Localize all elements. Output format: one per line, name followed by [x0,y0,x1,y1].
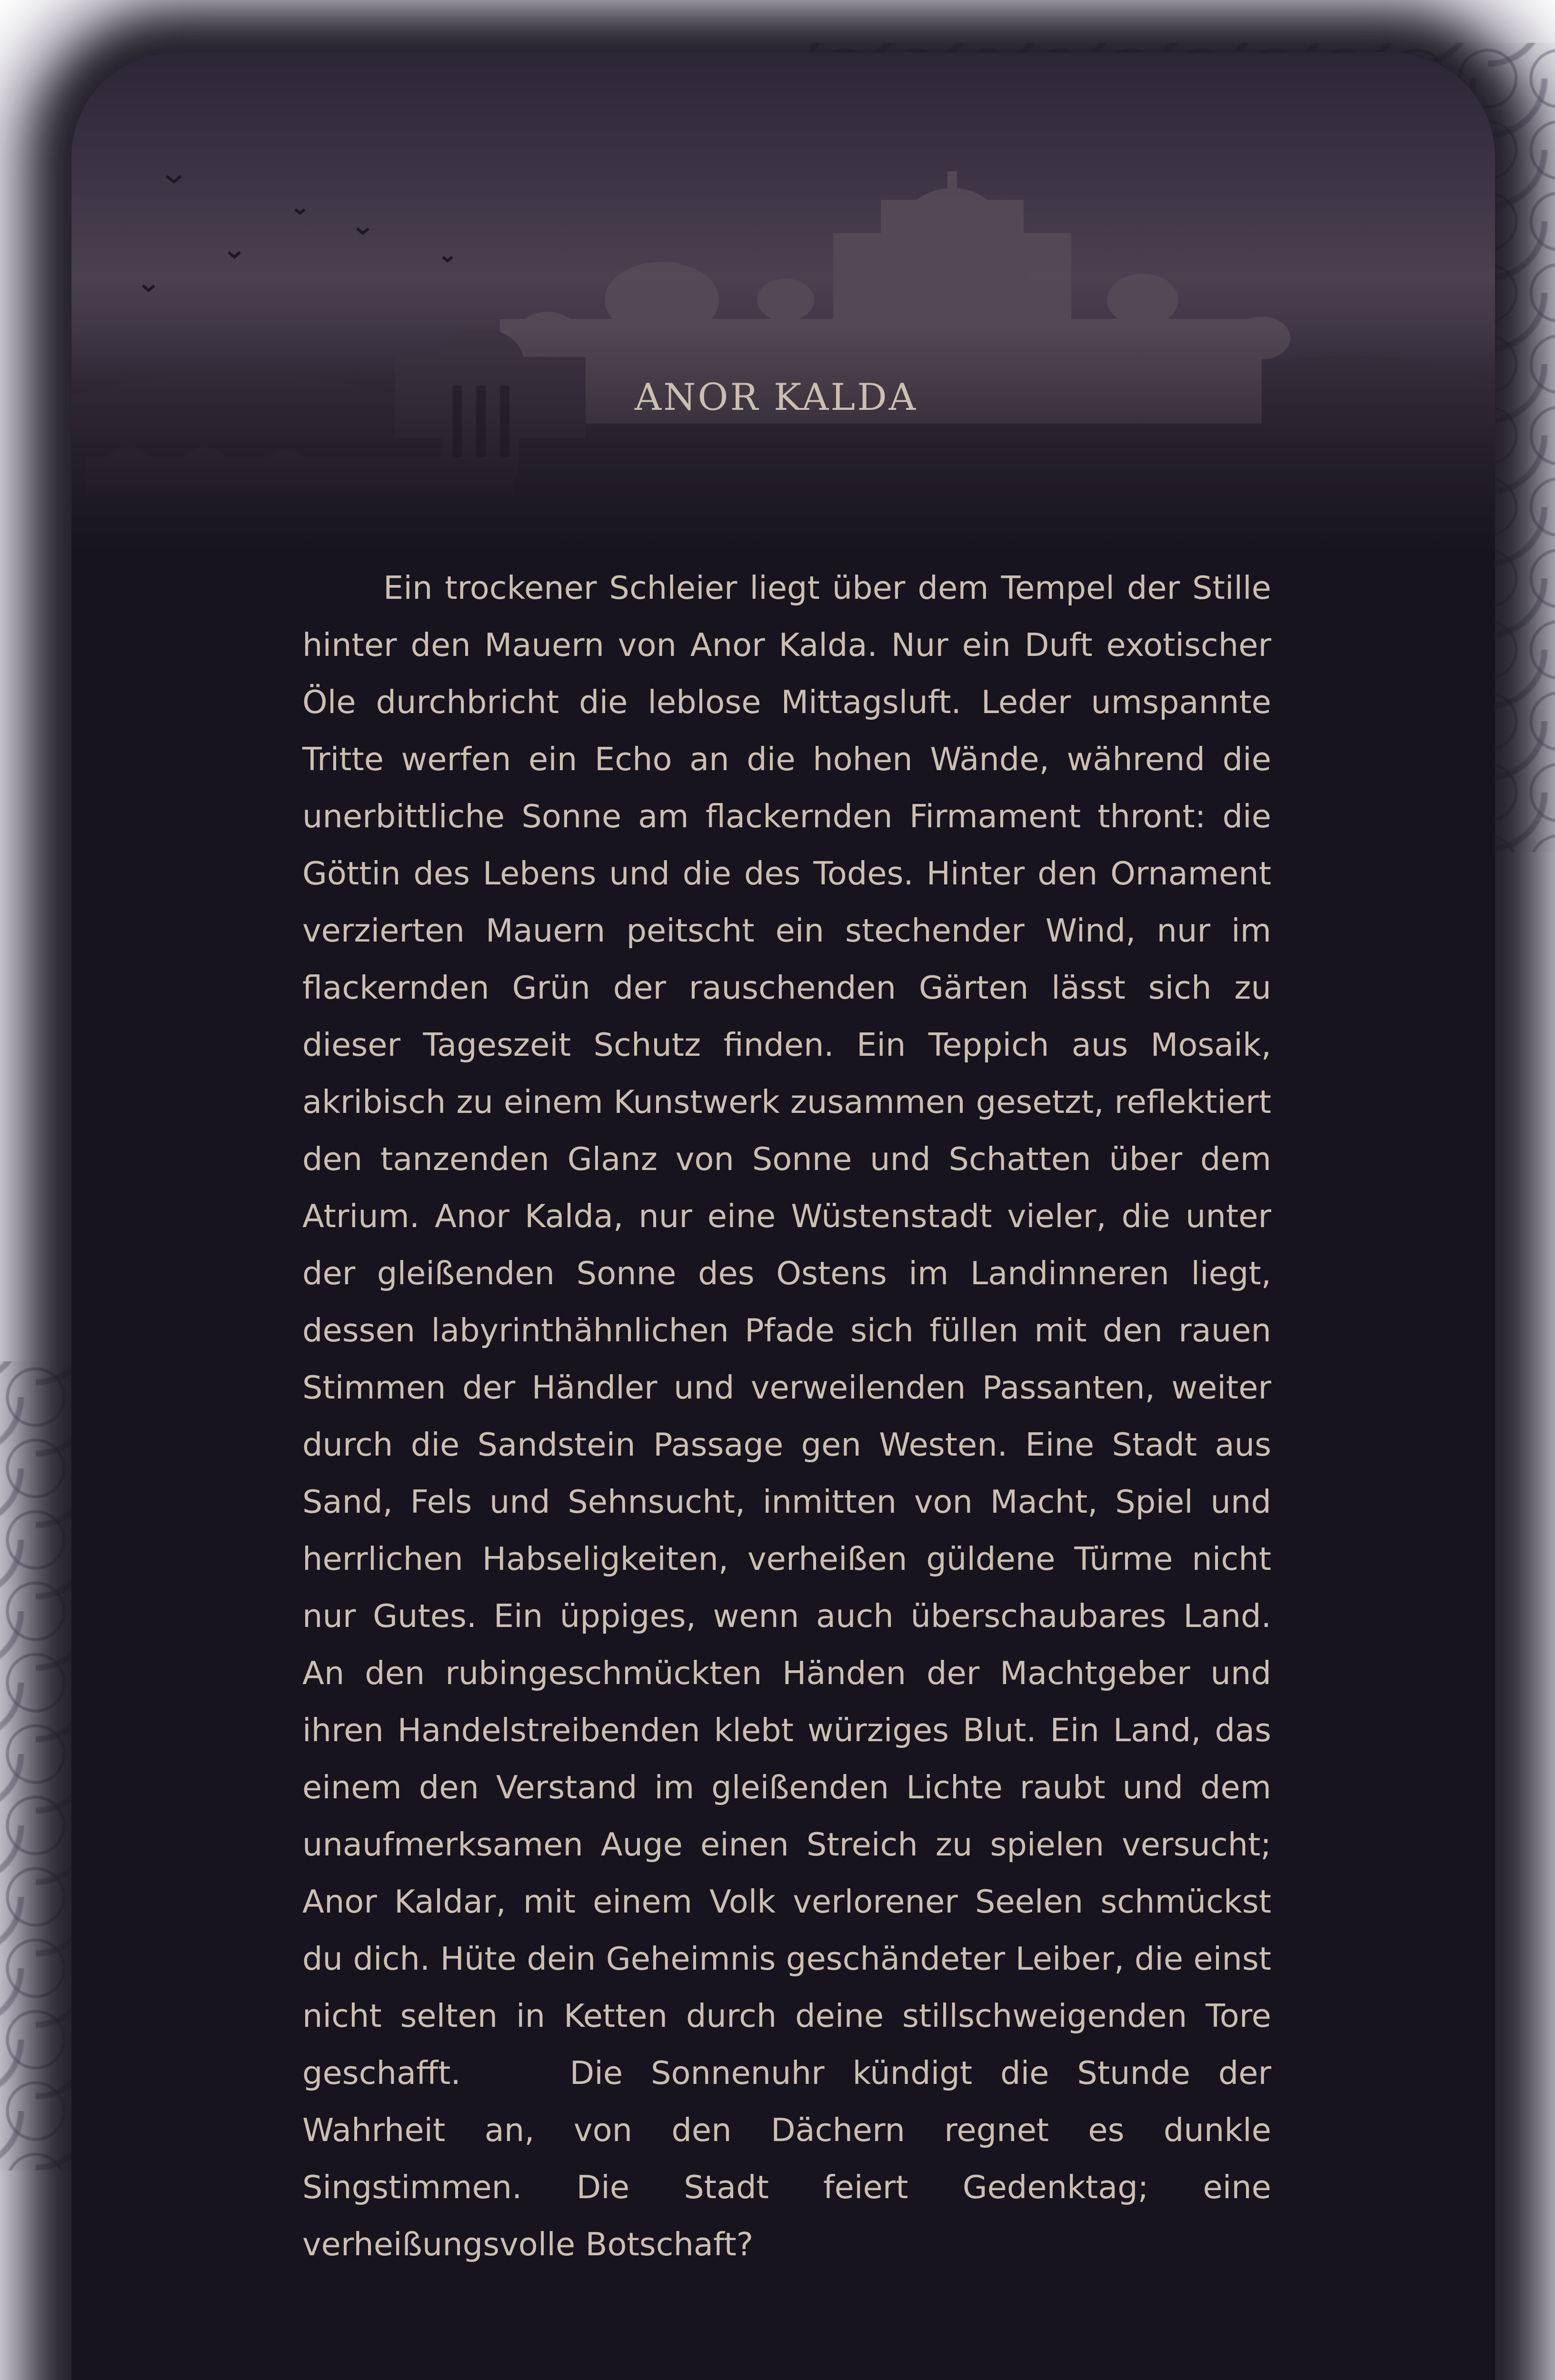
paragraph-1-text: Ein trockener Schleier liegt über dem Tempel der Stille hinter den Mauern von Anor Kalda. Nur ein Duft exotischer Öle durchbricht die leblose Mittagsluft. Leder umspannte Tritte werfen ein Echo an die hohen Wände, während die unerbittliche Sonne am flackernden Firmament thront: die Göttin des Lebens und die des Todes. Hinter den Ornament verzierten Mauern peitscht ein stechender Wind, nur im flackernden Grün der rauschenden Gärten lässt sich zu dieser Tageszeit Schutz finden. Ein Teppich aus Mosaik, akribisch zu einem Kunstwerk zusammen gesetzt, reflektiert den tanzenden Glanz von Sonne und Schatten über dem Atrium. Anor Kalda, nur eine Wüstenstadt vieler, die unter der gleißenden Sonne des Ostens im Landinneren liegt, dessen labyrinthähnlichen Pfade sich füllen mit den rauen Stimmen der Händler und verweilenden Passanten, weiter durch die Sandstein Passage gen Westen. Eine Stadt aus Sand, Fels und Sehnsucht, inmitten von Macht, Spiel und herrlichen Habseligkeiten, verheißen güldene Türme nicht nur Gutes. Ein üppiges, wenn auch überschaubares Land. An den rubingeschmückten Händen der Machtgeber und ihren Handelstreibenden klebt würziges Blut. Ein Land, das einem den Verstand im gleißenden Lichte raubt und dem unaufmerksamen Auge einen Streich zu spielen versucht; Anor Kaldar, mit einem Volk verlorener Seelen schmückst du dich. Hüte dein Geheimnis geschändeter Leiber, die einst nicht selten in Ketten durch deine stillschweigenden Tore geschafft. [302,569,1271,2092]
city-header-image [71,52,1495,552]
paragraph-2-text: Die Sonnenuhr kündigt die Stunde der Wahrheit an, von den Dächern regnet es dunkle Singstimmen. Die Stadt feiert Gedenktag; eine verheißungsvolle Botschaft? [302,2054,1271,2263]
page-title: ANOR KALDA [634,376,918,419]
story-paragraph-1 [302,559,1271,2273]
